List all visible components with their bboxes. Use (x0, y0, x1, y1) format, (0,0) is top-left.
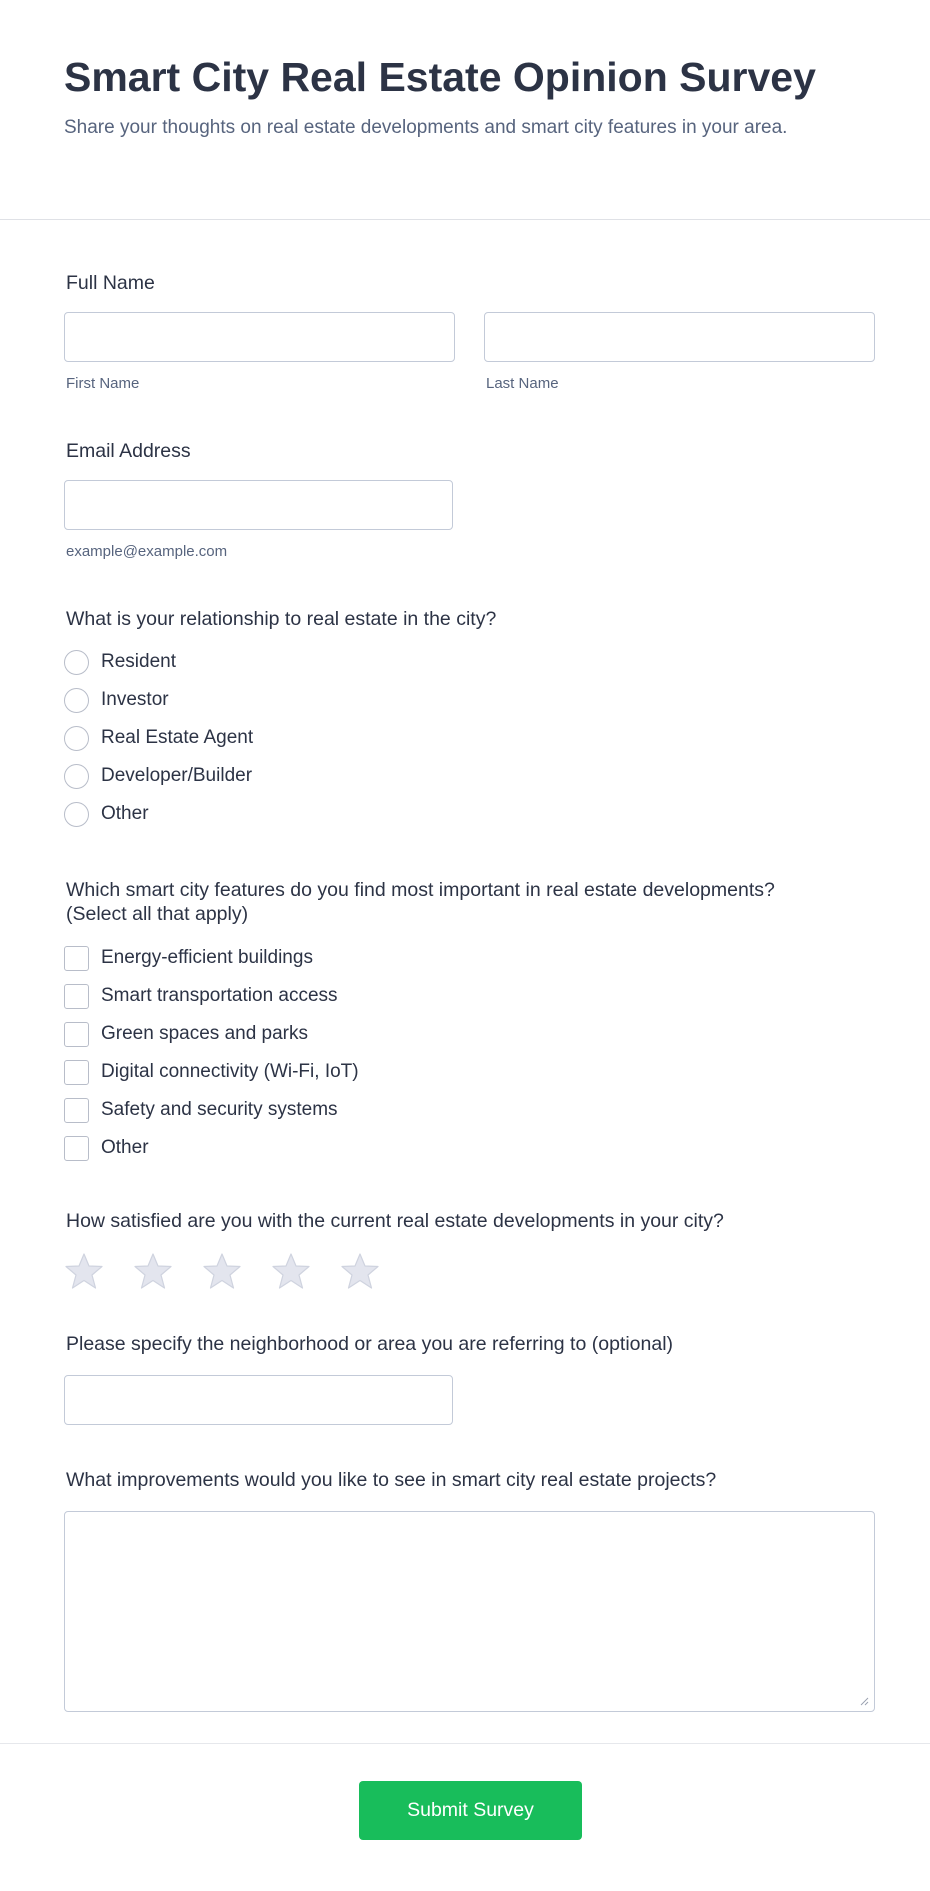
full-name-label: Full Name (66, 272, 155, 294)
checkbox[interactable] (64, 984, 89, 1009)
submit-button[interactable]: Submit Survey (359, 1781, 582, 1840)
radio-button[interactable] (64, 726, 89, 751)
relationship-option[interactable] (64, 649, 176, 675)
star-icon[interactable] (271, 1252, 311, 1290)
features-question-line2: (Select all that apply) (66, 903, 249, 925)
features-question (66, 878, 775, 926)
email-label: Email Address (66, 440, 191, 462)
page-title: Smart City Real Estate Opinion Survey (64, 54, 816, 100)
email-input[interactable] (64, 480, 453, 530)
email-sublabel: example@example.com (66, 543, 228, 560)
relationship-option-label: Resident (101, 651, 176, 672)
feature-option-label: Smart transportation access (101, 985, 338, 1006)
radio-button[interactable] (64, 650, 89, 675)
feature-option-label: Green spaces and parks (101, 1023, 309, 1044)
checkbox[interactable] (64, 1060, 89, 1085)
checkbox[interactable] (64, 946, 89, 971)
features-question-line1: Which smart city features do you find most important in real estate developments? (66, 879, 775, 901)
relationship-option-label: Developer/Builder (101, 765, 253, 786)
star-icon[interactable] (340, 1252, 380, 1290)
satisfaction-question: How satisfied are you with the current real estate developments in your city? (66, 1210, 724, 1232)
improvements-textarea[interactable] (64, 1511, 875, 1712)
form-header (0, 0, 930, 220)
resize-handle-icon[interactable] (859, 1696, 869, 1706)
star-icon[interactable] (202, 1252, 242, 1290)
neighborhood-question: Please specify the neighborhood or area you are referring to (optional) (66, 1333, 674, 1355)
relationship-option[interactable] (64, 725, 253, 751)
first-name-input[interactable] (64, 312, 455, 362)
survey-form (0, 220, 930, 1744)
feature-option-label: Digital connectivity (Wi-Fi, IoT) (101, 1061, 359, 1082)
checkbox[interactable] (64, 1098, 89, 1123)
form-footer (0, 1744, 930, 1891)
relationship-option[interactable] (64, 687, 169, 713)
feature-option[interactable] (64, 1135, 149, 1161)
relationship-option-label: Investor (101, 689, 169, 710)
feature-option[interactable] (64, 983, 338, 1009)
star-icon[interactable] (64, 1252, 104, 1290)
checkbox[interactable] (64, 1136, 89, 1161)
last-name-input[interactable] (484, 312, 875, 362)
relationship-option-label: Other (101, 803, 149, 824)
star-icon[interactable] (133, 1252, 173, 1290)
feature-option[interactable] (64, 1097, 338, 1123)
neighborhood-input[interactable] (64, 1375, 453, 1425)
feature-option-label: Safety and security systems (101, 1099, 338, 1120)
relationship-option[interactable] (64, 763, 252, 789)
page-subtitle: Share your thoughts on real estate developments and smart city features in your area. (64, 117, 788, 138)
feature-option[interactable] (64, 945, 313, 971)
first-name-sublabel: First Name (66, 375, 140, 392)
feature-option[interactable] (64, 1021, 308, 1047)
last-name-sublabel: Last Name (486, 375, 559, 392)
feature-option[interactable] (64, 1059, 359, 1085)
relationship-option-label: Real Estate Agent (101, 727, 254, 748)
radio-button[interactable] (64, 688, 89, 713)
relationship-question: What is your relationship to real estate in the city? (66, 608, 497, 630)
checkbox[interactable] (64, 1022, 89, 1047)
improvements-question: What improvements would you like to see in smart city real estate projects? (66, 1469, 717, 1491)
radio-button[interactable] (64, 802, 89, 827)
radio-button[interactable] (64, 764, 89, 789)
feature-option-label: Other (101, 1137, 149, 1158)
relationship-option[interactable] (64, 801, 149, 827)
feature-option-label: Energy-efficient buildings (101, 947, 313, 968)
